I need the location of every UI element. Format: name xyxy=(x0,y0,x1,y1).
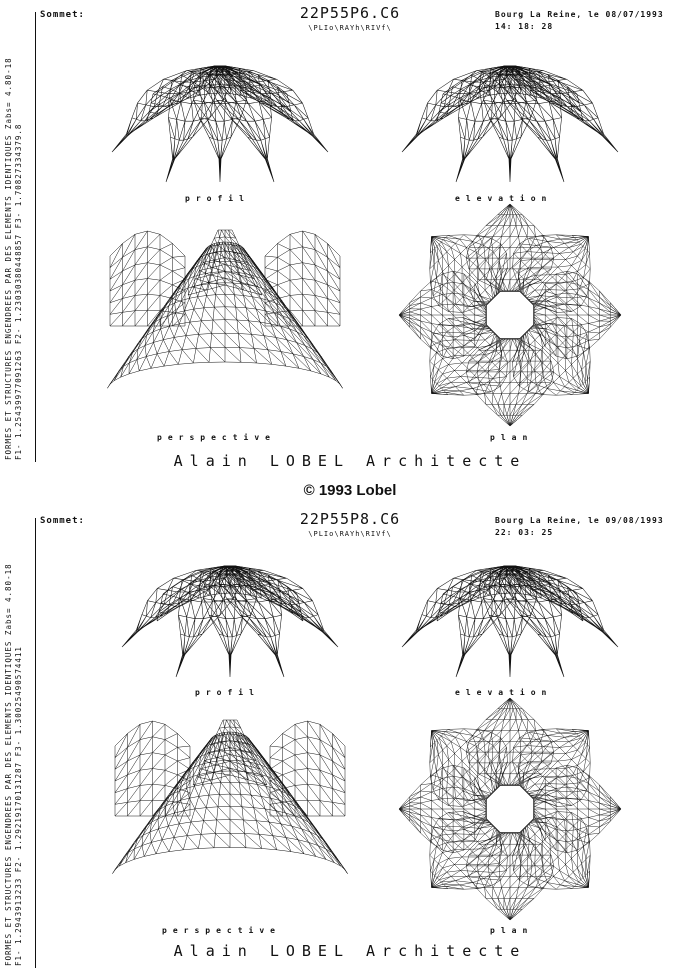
side-caption xyxy=(4,563,24,966)
drawing-path: \PLIo\RAYh\RIVf\ xyxy=(308,530,392,538)
author-credit: Alain LOBEL Architecte xyxy=(173,942,527,960)
drawing-date: Bourg La Reine, le 09/08/1993 xyxy=(495,516,664,525)
drawing-sheet-1 xyxy=(0,0,700,472)
plan-label: plan xyxy=(490,433,534,442)
perspective-view xyxy=(110,716,350,906)
profil-view xyxy=(100,58,340,188)
sommet-label: Sommet: xyxy=(40,10,85,20)
side-caption-line-2: F1- 1.2943913233 F2- 1.29219170131287 F3- 1.30025490574411 xyxy=(14,646,23,966)
copyright-notice: © 1993 Lobel xyxy=(303,482,397,499)
drawing-date: Bourg La Reine, le 08/07/1993 xyxy=(495,10,664,19)
elevation-label: elevation xyxy=(455,688,553,697)
side-caption-line-1: FORMES ET STRUCTURES ENGENDREES PAR DES ELEMENTS IDENTIQUES Zabs= 4.80-18 xyxy=(4,563,13,966)
side-caption-line-1: FORMES ET STRUCTURES ENGENDREES PAR DES ELEMENTS IDENTIQUES Zabs= 4.80-18 xyxy=(4,57,13,460)
margin-line xyxy=(35,518,36,968)
drawing-code: 22P55P8.C6 xyxy=(299,510,401,528)
drawing-time: 22: 03: 25 xyxy=(495,528,554,537)
plan-label: plan xyxy=(490,926,534,935)
drawing-code: 22P55P6.C6 xyxy=(299,4,401,22)
perspective-view xyxy=(105,226,345,426)
profil-label: profil xyxy=(185,194,250,203)
perspective-label: perspective xyxy=(157,433,276,442)
elevation-view xyxy=(390,558,630,683)
author-credit: Alain LOBEL Architecte xyxy=(173,452,527,470)
profil-view xyxy=(110,558,350,683)
drawing-path: \PLIo\RAYh\RIVf\ xyxy=(308,24,392,32)
elevation-view xyxy=(390,58,630,188)
perspective-label: perspective xyxy=(162,926,281,935)
side-caption xyxy=(4,57,24,460)
sommet-label: Sommet: xyxy=(40,516,85,526)
plan-view xyxy=(395,694,625,924)
side-caption-line-2: F1- 1.25439977091263 F2- 1.23030380448857 F3- 1.70827334379.8 xyxy=(14,123,23,460)
plan-view xyxy=(395,200,625,430)
profil-label: profil xyxy=(195,688,260,697)
drawing-time: 14: 18: 28 xyxy=(495,22,554,31)
elevation-label: elevation xyxy=(455,194,553,203)
margin-line xyxy=(35,12,36,462)
drawing-sheet-2 xyxy=(0,506,700,966)
